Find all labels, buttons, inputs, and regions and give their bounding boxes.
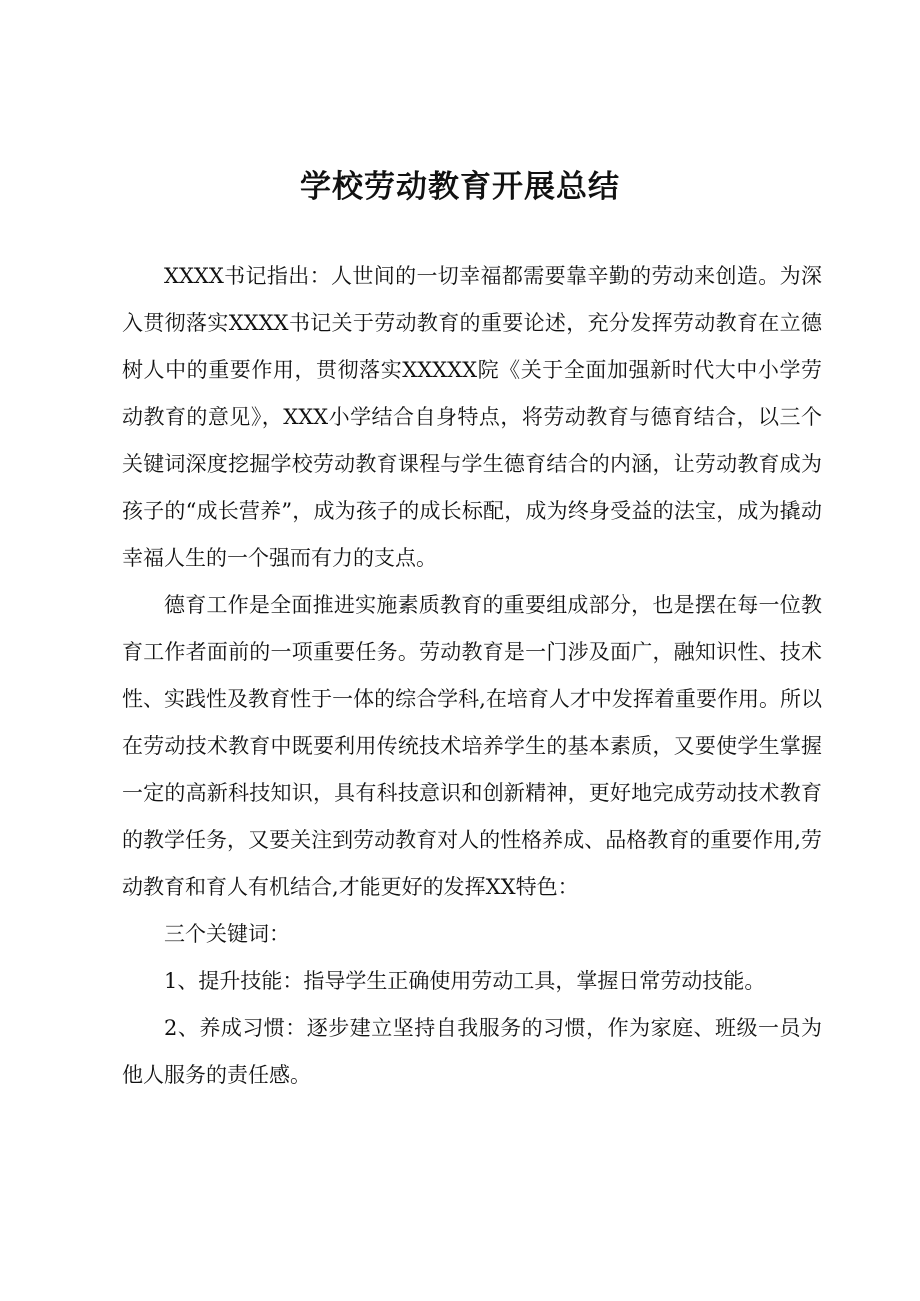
- paragraph-keyword-1: 1、提升技能：指导学生正确使用劳动工具，掌握日常劳动技能。: [164, 969, 766, 993]
- paragraph-moral-education: 德育工作是全面推进实施素质教育的重要组成部分，也是摆在每一位教育工作者面前的一项重要任务。劳动教育是一门涉及面广，融知识性、技术性、实践性及教育性于一体的综合学科,在培育人才中发挥着重要作用。所以在劳动技术教育中既要利用传统技术培养学生的基本素质，又要使学生掌握一定的高新科技知识，具有科技意识和创新精神，更好地完成劳动技术教育的教学任务，又要关注到劳动教育对人的性格养成、品格教育的重要作用,劳动教育和育人有机结合,才能更好的发挥XX特色：: [122, 593, 822, 899]
- paragraph-keywords-heading: 三个关键词：: [164, 922, 290, 946]
- document-title: 学校劳动教育开展总结: [300, 169, 620, 205]
- paragraph-intro: XXXX书记指出：人世间的一切幸福都需要靠辛勤的劳动来创造。为深入贯彻落实XXXX书记关于劳动教育的重要论述，充分发挥劳动教育在立德树人中的重要作用，贯彻落实XXXXX院《关于全面加强新时代大中小学劳动教育的意见》，XXX小学结合自身特点，将劳动教育与德育结合，以三个关键词深度挖掘学校劳动教育课程与学生德育结合的内涵，让劳动教育成为孩子的“成长营养”，成为孩子的成长标配，成为终身受益的法宝，成为撬动幸福人生的一个强而有力的支点。: [122, 264, 822, 570]
- document-body: [122, 253, 822, 1099]
- paragraph-keyword-2: 2、养成习惯：逐步建立坚持自我服务的习惯，作为家庭、班级一员为他人服务的责任感。: [122, 1016, 822, 1087]
